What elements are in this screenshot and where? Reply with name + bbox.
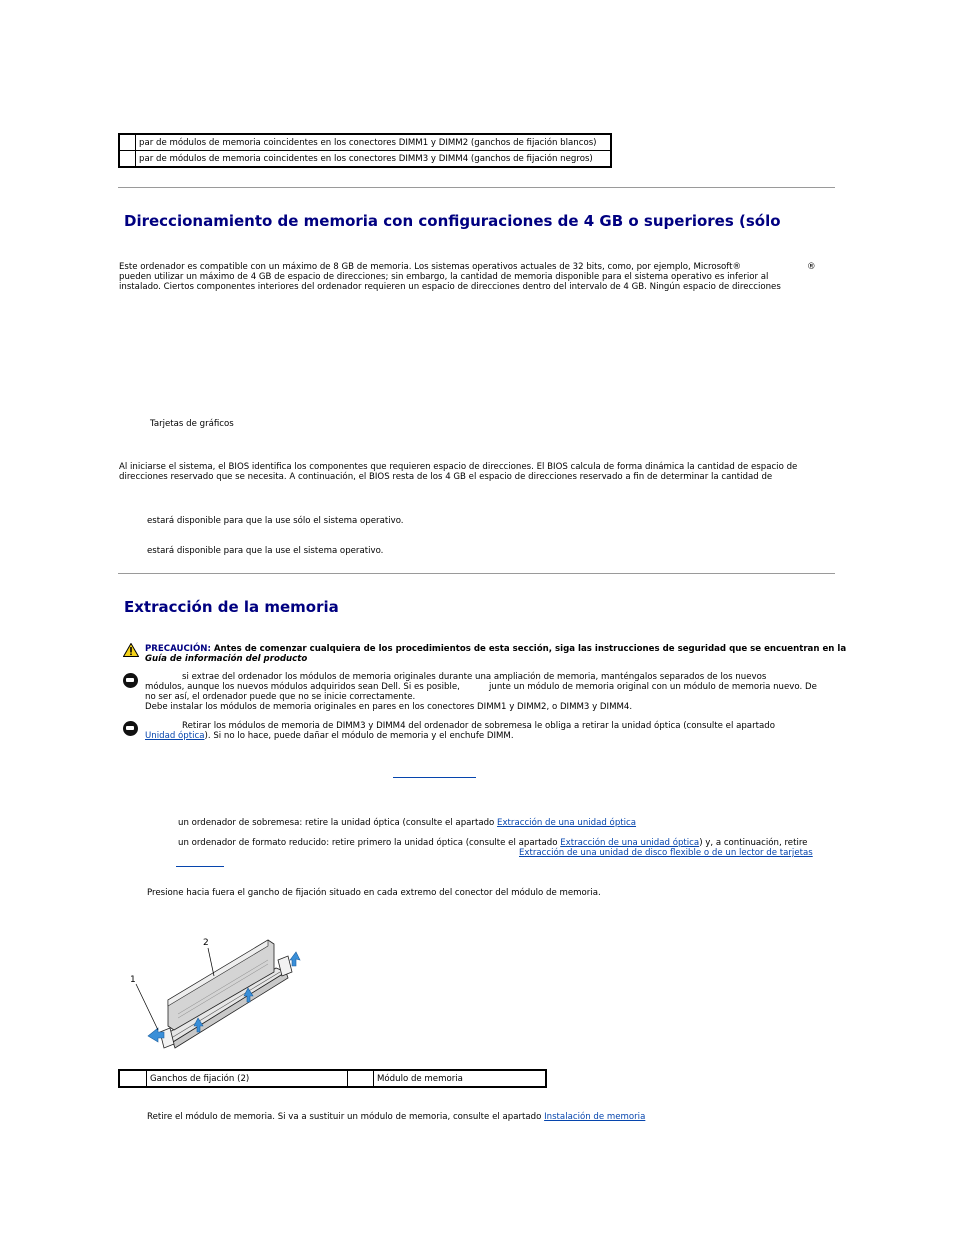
step-desktop — [178, 818, 636, 828]
table-cell-index — [119, 1070, 147, 1087]
paragraph-line: pueden utilizar un máximo de 4 GB de espacio de direcciones; sin embargo, la cantidad de memoria disponible para el sistema operativo es inferior al — [119, 272, 769, 282]
list-item: estará disponible para que la use sólo el sistema operativo. — [147, 516, 404, 526]
step-sff — [178, 838, 807, 848]
notice-line: no ser así, el ordenador puede que no se inicie correctamente. — [145, 692, 416, 702]
notice-line: junte un módulo de memoria original con un módulo de memoria nuevo. De — [489, 682, 817, 692]
link-install-memory[interactable]: Instalación de memoria — [544, 1112, 646, 1122]
notice-icon — [123, 673, 138, 688]
callout-2: 2 — [203, 938, 209, 948]
caution-label: PRECAUCIÓN: — [145, 644, 211, 654]
paragraph-line: instalado. Ciertos componentes interiores del ordenador requieren un espacio de direcciones dentro del intervalo de 4 GB. Ningún espacio de direcciones — [119, 282, 781, 292]
dimm-pairs-table — [118, 133, 612, 168]
divider — [118, 187, 835, 188]
warning-icon — [123, 643, 139, 657]
section-title-memory-removal: Extracción de la memoria — [124, 598, 339, 616]
divider — [118, 573, 835, 574]
registered-mark: ® — [807, 262, 816, 272]
step-text: un ordenador de sobremesa: retire la unidad óptica (consulte el apartado — [178, 818, 495, 828]
table-cell: par de módulos de memoria coincidentes en los conectores DIMM1 y DIMM2 (ganchos de fijación blancos) — [136, 134, 612, 151]
illustration-legend-table — [118, 1069, 547, 1088]
table-cell: Ganchos de fijación (2) — [147, 1070, 348, 1087]
paragraph-line: Este ordenador es compatible con un máximo de 8 GB de memoria. Los sistemas operativos actuales de 32 bits, como, por ejemplo, Microsoft® — [119, 262, 742, 272]
step-press-clips: Presione hacia fuera el gancho de fijación situado en cada extremo del conector del módulo de memoria. — [147, 888, 601, 898]
list-item: Tarjetas de gráficos — [150, 419, 234, 429]
list-item: estará disponible para que la use el sistema operativo. — [147, 546, 384, 556]
table-cell-index — [119, 151, 136, 168]
memory-module-illustration — [128, 932, 303, 1054]
table-row — [119, 151, 611, 168]
notice-rest: ). Si no lo hace, puede dañar el módulo de memoria y el enchufe DIMM. — [204, 731, 514, 741]
table-row — [119, 134, 611, 151]
table-row — [119, 1070, 546, 1087]
section-title-memory-addressing: Direccionamiento de memoria con configuraciones de 4 GB o superiores (sólo — [124, 212, 781, 230]
link-optical-drive[interactable]: Unidad óptica — [145, 731, 205, 741]
link-underline[interactable] — [176, 866, 224, 867]
notice-line — [145, 731, 514, 741]
caution-text — [145, 644, 846, 654]
paragraph-line: Al iniciarse el sistema, el BIOS identifica los componentes que requieren espacio de direcciones. El BIOS calcula de forma dinámica la cantidad de espacio de — [119, 462, 798, 472]
step-remove-module — [147, 1112, 645, 1122]
link-remove-optical-drive[interactable]: Extracción de una unidad óptica — [560, 838, 700, 848]
caution-guide: Guía de información del producto — [145, 654, 308, 664]
table-cell-index — [119, 134, 136, 151]
link-remove-floppy-card-reader[interactable]: Extracción de una unidad de disco flexible o de un lector de tarjetas — [519, 848, 813, 858]
notice-line: si extrae del ordenador los módulos de memoria originales durante una ampliación de memoria, manténgalos separados de los nuevos — [182, 672, 767, 682]
step-text: Retire el módulo de memoria. Si va a sustituir un módulo de memoria, consulte el apartado — [147, 1112, 542, 1122]
step-text: ) y, a continuación, retire — [699, 838, 808, 848]
table-cell: Módulo de memoria — [374, 1070, 547, 1087]
paragraph-line: direcciones reservado que se necesita. A continuación, el BIOS resta de los 4 GB el espacio de direcciones reservado a fin de determinar la cantidad de — [119, 472, 773, 482]
table-cell: par de módulos de memoria coincidentes en los conectores DIMM3 y DIMM4 (ganchos de fijación negros) — [136, 151, 612, 168]
callout-1: 1 — [130, 975, 136, 985]
link-remove-optical-drive[interactable]: Extracción de una unidad óptica — [497, 818, 637, 828]
notice-line: Retirar los módulos de memoria de DIMM3 y DIMM4 del ordenador de sobremesa le obliga a retirar la unidad óptica (consulte el apartado — [182, 721, 775, 731]
notice-line: Debe instalar los módulos de memoria originales en pares en los conectores DIMM1 y DIMM2, o DIMM3 y DIMM4. — [145, 702, 633, 712]
table-cell-index — [348, 1070, 374, 1087]
notice-line: módulos, aunque los nuevos módulos adquiridos sean Dell. Si es posible, — [145, 682, 460, 692]
caution-body: Antes de comenzar cualquiera de los procedimientos de esta sección, siga las instrucciones de seguridad que se encuentran en la — [210, 644, 847, 654]
link-underline[interactable] — [393, 777, 476, 778]
notice-icon — [123, 721, 138, 736]
step-text: un ordenador de formato reducido: retire primero la unidad óptica (consulte el apartado — [178, 838, 558, 848]
